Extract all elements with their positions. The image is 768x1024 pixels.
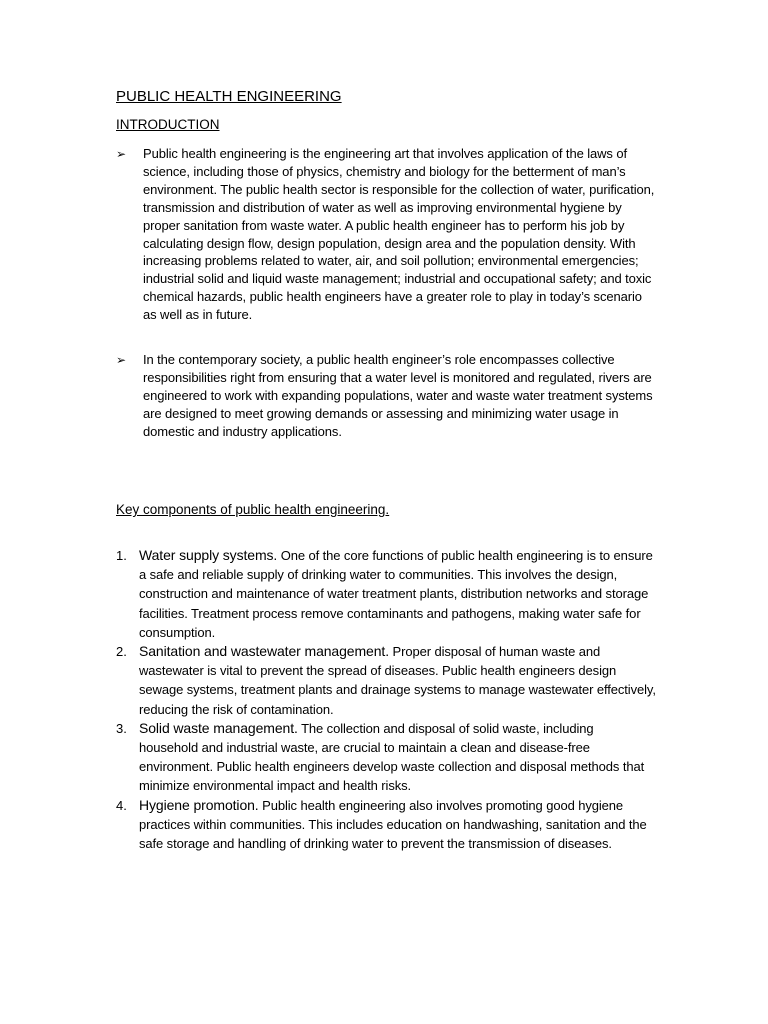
- component-description: Public health engineering also involves promoting good hygiene practices within communities. This includes education on handwashing, sanitation and the safe storage and handling of drinking water to prevent the transmission of diseases.: [139, 797, 647, 852]
- arrow-bullet-icon: ➢: [116, 353, 127, 367]
- key-components-heading: Key components of public health engineering.: [116, 502, 390, 517]
- bullet-item: [116, 351, 656, 441]
- list-number: 4.: [116, 797, 127, 813]
- list-item: [116, 719, 656, 796]
- document-title: PUBLIC HEALTH ENGINEERING: [116, 88, 342, 105]
- list-item-text: [139, 719, 656, 796]
- list-item-text: [139, 796, 656, 854]
- bullet-text: In the contemporary society, a public health engineer’s role encompasses collective responsibilities right from ensuring that a water level is monitored and regulated, rivers are engineered to work with expanding populations, water and waste water treatment systems are designed to meet growing demands or assessing and minimizing water usage in domestic and industry applications.: [143, 352, 653, 439]
- list-item-text: [139, 546, 656, 642]
- component-term: Water supply systems.: [139, 547, 278, 563]
- list-item: [116, 642, 656, 719]
- component-description: The collection and disposal of solid waste, including household and industrial waste, are crucial to maintain a clean and disease-free environment. Public health engineers develop waste collection and disposal methods that minimize environmental impact and health risks.: [139, 720, 645, 794]
- component-term: Sanitation and wastewater management.: [139, 643, 390, 660]
- components-list: [116, 546, 656, 853]
- component-description: One of the core functions of public health engineering is to ensure a safe and reliable supply of drinking water to communities. This involves the design, construction and maintenance of water treatment plants, distribution networks and storage facilities. Treatment process remove contaminants and pathogens, making water safe for consumption.: [139, 548, 653, 640]
- list-item: [116, 546, 656, 642]
- arrow-bullet-icon: ➢: [116, 147, 127, 161]
- list-number: 1.: [116, 548, 127, 563]
- introduction-heading: INTRODUCTION: [116, 117, 220, 132]
- list-number: 3.: [116, 720, 127, 736]
- component-description: Proper disposal of human waste and wastewater is vital to prevent the spread of diseases. Public health engineers design sewage systems, treatment plants and drainage systems to manage wastewater effectively, reducing the risk of contamination.: [139, 644, 656, 717]
- bullet-item: [116, 145, 656, 324]
- component-term: Hygiene promotion.: [139, 796, 259, 813]
- list-item-text: [139, 642, 656, 719]
- component-term: Solid waste management.: [139, 719, 298, 736]
- bullet-text: Public health engineering is the engineering art that involves application of the laws of science, including those of physics, chemistry and biology for the betterment of man’s environment. The public health sector is responsible for the collection of water, purification, transmission and distribution of water as well as improving environmental hygiene by proper sanitation from waste water. A public health engineer has to perform his job by calculating design flow, design population, design area and the population density. With increasing problems related to water, air, and soil pollution; environmental emergencies; industrial solid and liquid waste management; industrial and occupational safety; and toxic chemical hazards, public health engineers have a greater role to play in today’s scenario as well as in future.: [143, 146, 655, 323]
- list-number: 2.: [116, 644, 127, 660]
- list-item: [116, 796, 656, 854]
